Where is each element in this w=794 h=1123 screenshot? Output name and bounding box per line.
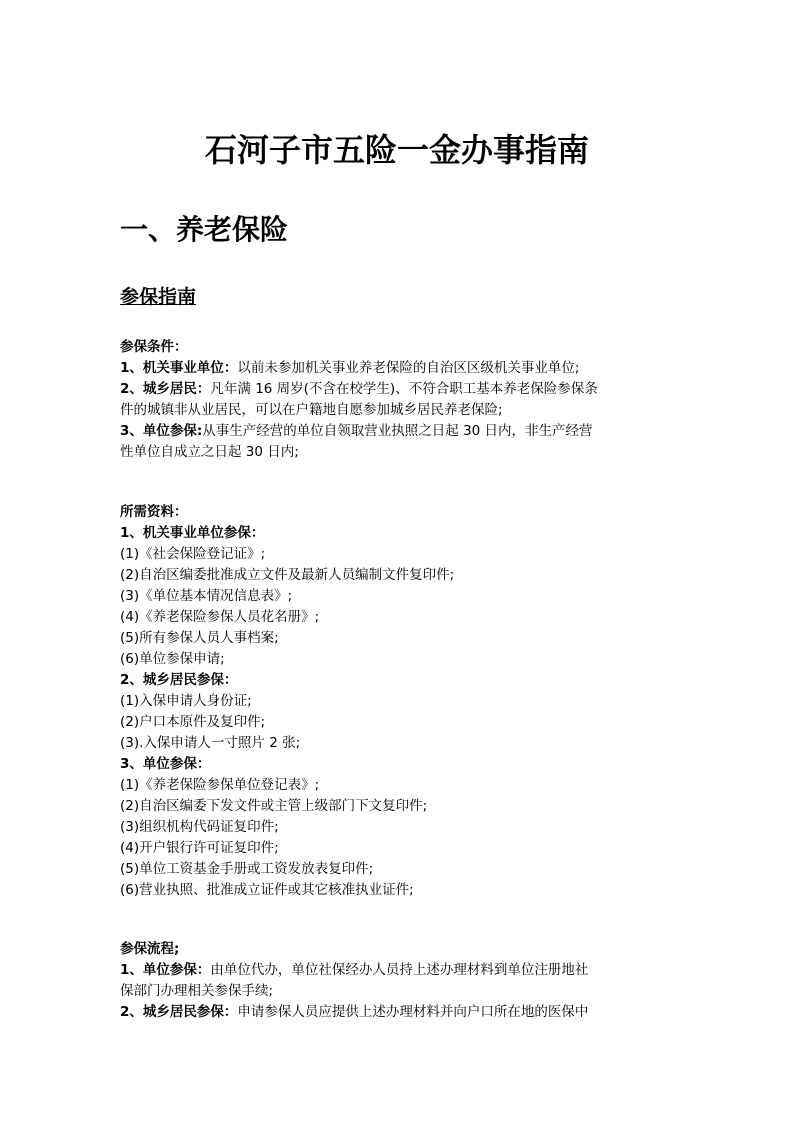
document-title: 石河子市五险一金办事指南 <box>204 131 589 169</box>
materials-line: 1、机关事业单位参保： <box>120 525 265 541</box>
materials-line: (6)单位参保申请; <box>120 651 225 667</box>
conditions-line: 1、机关事业单位：以前未参加机关事业养老保险的自治区区级机关事业单位; <box>120 360 580 376</box>
materials-line: (2)自治区编委下发文件或主管上级部门下文复印件; <box>120 798 428 814</box>
materials-line: (4)开户银行许可证复印件; <box>120 840 279 856</box>
section-heading: 一、养老保险 <box>120 213 289 246</box>
materials-heading: 所需资料： <box>120 504 188 520</box>
materials-line: (2)户口本原件及复印件; <box>120 714 266 730</box>
materials-line: (3)组织机构代码证复印件; <box>120 819 279 835</box>
materials-line: (1)入保申请人身份证; <box>120 693 252 709</box>
materials-line: (1)《社会保险登记证》; <box>120 546 266 562</box>
conditions-section <box>120 337 676 463</box>
process-line: 2、城乡居民参保：申请参保人员应提供上述办理材料并向户口所在地的医保中 <box>120 1004 589 1020</box>
conditions-line: 2、城乡居民：凡年满 16 周岁(不含在校学生)、不符合职工基本养老保险参保条 <box>120 381 598 397</box>
materials-section <box>120 502 676 901</box>
materials-line: (3).入保申请人一寸照片 2 张; <box>120 735 301 751</box>
materials-line: (5)所有参保人员人事档案; <box>120 630 279 646</box>
subsection-heading: 参保指南 <box>120 286 197 308</box>
process-line: 1、单位参保：由单位代办，单位社保经办人员持上述办理材料到单位注册地社 <box>120 962 589 978</box>
process-line: 保部门办理相关参保手续; <box>120 983 274 999</box>
materials-line: (2)自治区编委批准成立文件及最新人员编制文件复印件; <box>120 567 455 583</box>
conditions-line: 性单位自成立之日起 30 日内; <box>120 444 299 460</box>
conditions-line: 3、单位参保:从事生产经营的单位自领取营业执照之日起 30 日内，非生产经营 <box>120 423 593 439</box>
process-section <box>120 939 676 1023</box>
materials-line: 3、单位参保： <box>120 756 211 772</box>
materials-line: (6)营业执照、批准成立证件或其它核准执业证件; <box>120 882 414 898</box>
materials-line: 2、城乡居民参保： <box>120 672 238 688</box>
materials-line: (3)《单位基本情况信息表》; <box>120 588 293 604</box>
process-heading: 参保流程; <box>120 941 180 957</box>
materials-line: (1)《养老保险参保单位登记表》; <box>120 777 320 793</box>
conditions-line: 件的城镇非从业居民，可以在户籍地自愿参加城乡居民养老保险; <box>120 402 503 418</box>
materials-line: (4)《养老保险参保人员花名册》; <box>120 609 320 625</box>
materials-line: (5)单位工资基金手册或工资发放表复印件; <box>120 861 374 877</box>
conditions-heading: 参保条件： <box>120 339 188 355</box>
